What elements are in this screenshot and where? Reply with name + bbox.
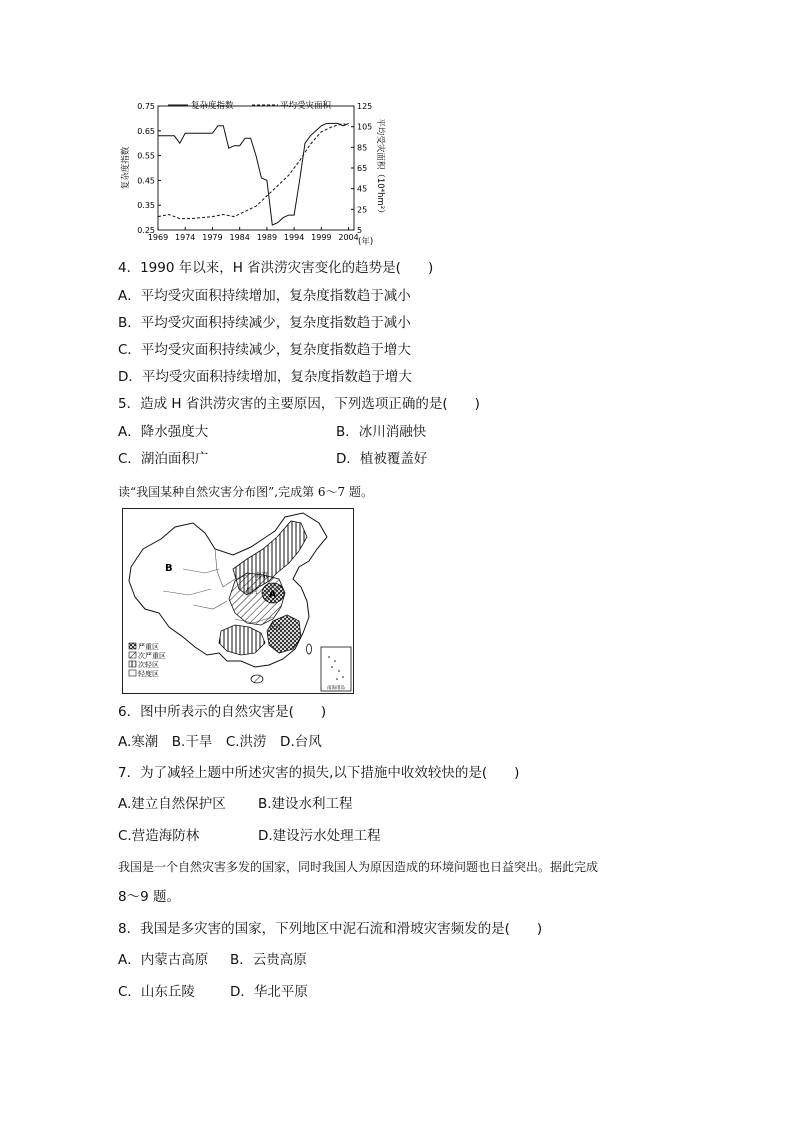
legend-severe-swatch	[129, 643, 136, 649]
x-tick-label: 1989	[256, 233, 278, 242]
legend-minor: 次轻区	[138, 661, 159, 669]
question-8-stem: 8．我国是多灾害的国家，下列地区中泥石流和滑坡灾害频发的是( )	[118, 921, 543, 937]
y-right-tick-label: 25	[357, 205, 368, 215]
q8-option-a[interactable]: A．内蒙古高原	[118, 952, 209, 968]
legend-light: 轻度区	[138, 670, 159, 678]
south-sea-inset	[321, 647, 351, 691]
label-a: A	[269, 590, 276, 600]
y-left-label: 复杂度指数	[121, 146, 131, 190]
y-right-tick-label: 125	[357, 102, 373, 111]
q5-option-b[interactable]: B．冰川消融快	[336, 424, 427, 440]
intro-map-questions: 读“我国某种自然灾害分布图”,完成第 6～7 题。	[118, 485, 373, 499]
legend-secondary: 次严重区	[138, 652, 166, 660]
q7-option-b[interactable]: B.建设水利工程	[258, 796, 353, 812]
question-5-stem: 5．造成 H 省洪涝灾害的主要原因，下列选项正确的是( )	[118, 396, 480, 412]
x-label: (年)	[358, 237, 374, 247]
q6-options[interactable]: A.寒潮 B.干旱 C.洪涝 D.台风	[118, 734, 322, 750]
x-tick-label: 2004	[338, 233, 359, 242]
x-tick-label: 1994	[283, 233, 305, 242]
series-area-line	[158, 124, 349, 219]
x-tick-label: 1979	[202, 233, 223, 242]
label-changjiang: 长江	[269, 623, 282, 631]
series-complexity-line	[158, 123, 349, 225]
q8-option-d[interactable]: D．华北平原	[230, 984, 308, 1000]
y-right-tick-label: 5	[357, 226, 363, 235]
y-left-tick-label: 0.35	[137, 201, 155, 211]
x-tick-label: 1984	[229, 233, 250, 242]
y-left-tick-label: 0.55	[137, 151, 155, 161]
y-right-label: 平均受灾面积（10⁴hm²）	[375, 118, 385, 218]
legend-minor-swatch	[129, 661, 136, 667]
legend-light-swatch	[129, 670, 136, 676]
q7-option-d[interactable]: D.建设污水处理工程	[258, 828, 381, 844]
x-tick-label: 1974	[175, 233, 196, 242]
taiwan-island	[307, 644, 312, 654]
x-tick-label: 1969	[147, 233, 169, 242]
intro-8-9-line1: 我国是一个自然灾害多发的国家，同时我国人为原因造成的环境问题也日益突出。据此完成	[118, 860, 599, 874]
q4-option-d[interactable]: D．平均受灾面积持续增加，复杂度指数趋于增大	[118, 369, 412, 385]
inset-label: 南海诸岛	[327, 686, 345, 691]
y-right-tick-label: 85	[357, 143, 368, 153]
q5-option-a[interactable]: A．降水强度大	[118, 424, 209, 440]
q5-option-c[interactable]: C．湖泊面积广	[118, 451, 209, 467]
legend-secondary-swatch	[129, 652, 136, 658]
map-svg	[123, 509, 353, 693]
q4-option-c[interactable]: C．平均受灾面积持续减少，复杂度指数趋于增大	[118, 342, 411, 358]
line-chart	[112, 96, 402, 248]
chart-svg	[112, 96, 402, 248]
label-b: B	[165, 563, 173, 574]
y-left-tick-label: 0.65	[137, 126, 155, 136]
y-left-ticks	[137, 102, 161, 235]
intro-8-9-line2: 8～9 题。	[118, 889, 180, 905]
x-ticks	[148, 227, 359, 242]
q7-option-c[interactable]: C.营造海防林	[118, 828, 200, 844]
q7-option-a[interactable]: A.建立自然保护区	[118, 796, 226, 812]
y-left-tick-label: 0.45	[137, 176, 155, 186]
y-right-tick-label: 65	[357, 164, 368, 173]
legend-complexity: 复杂度指数	[191, 101, 234, 111]
y-left-tick-label: 0.75	[137, 102, 155, 111]
q5-option-d[interactable]: D．植被覆盖好	[336, 451, 428, 467]
label-beijing: 北京	[255, 571, 268, 579]
hainan-island	[251, 675, 263, 683]
y-right-tick-label: 105	[357, 122, 373, 132]
question-6-stem: 6．图中所表示的自然灾害是( )	[118, 704, 327, 720]
legend-area: 平均受灾面积	[280, 101, 332, 111]
q4-option-b[interactable]: B．平均受灾面积持续减少，复杂度指数趋于减小	[118, 315, 411, 331]
disaster-map	[122, 508, 354, 694]
question-7-stem: 7．为了减轻上题中所述灾害的损失,以下措施中收效较快的是( )	[118, 765, 520, 781]
question-4-stem: 4．1990 年以来，H 省洪涝灾害变化的趋势是( )	[118, 260, 434, 276]
q4-option-a[interactable]: A．平均受灾面积持续增加，复杂度指数趋于减小	[118, 288, 411, 304]
x-tick-label: 1999	[311, 233, 332, 242]
y-right-tick-label: 45	[357, 184, 368, 194]
y-left-tick-label: 0.25	[137, 226, 155, 235]
q8-option-c[interactable]: C．山东丘陵	[118, 984, 195, 1000]
q8-option-b[interactable]: B．云贵高原	[230, 952, 307, 968]
label-huanghe: 黄河	[245, 587, 258, 595]
legend-severe: 严重区	[138, 643, 159, 651]
